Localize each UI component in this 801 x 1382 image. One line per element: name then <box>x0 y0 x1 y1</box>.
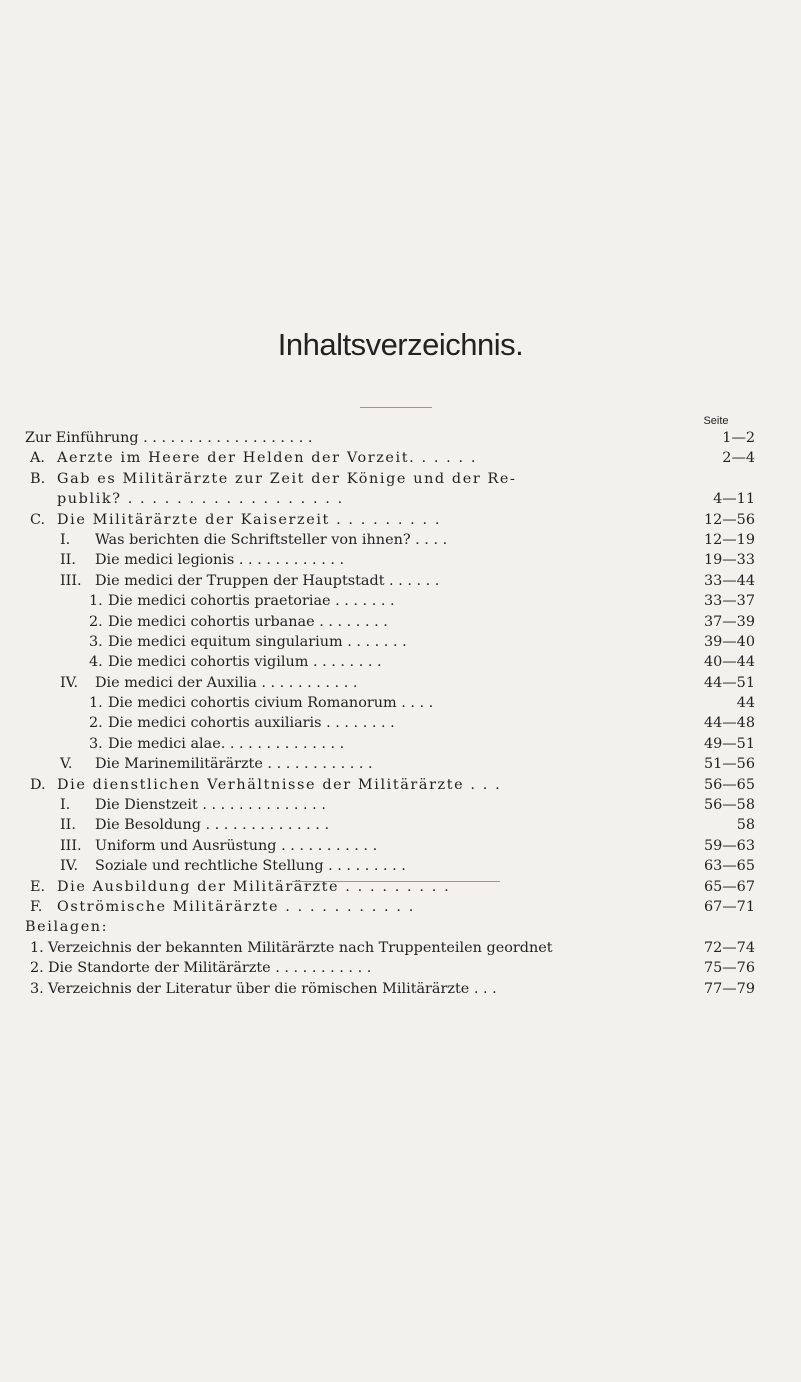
toc-entry-title: Die medici cohortis urbanae . . . . . . . . <box>108 613 388 630</box>
toc-entry-page: 12—56 <box>703 511 755 528</box>
toc-entry-number: C. <box>30 511 46 528</box>
toc-entry <box>25 836 755 856</box>
toc-entry-number: 2. <box>30 960 44 977</box>
toc-entry <box>25 734 755 754</box>
toc-entry-title: Die medici der Auxilia . . . . . . . . . . . <box>95 674 358 691</box>
toc-entry-page: 40—44 <box>703 654 755 671</box>
toc-entry-title: Gab es Militärärzte zur Zeit der Könige und der Re- <box>57 470 517 487</box>
toc-entry-page: 4—11 <box>713 491 755 508</box>
toc-entry-title: Aerzte im Heere der Helden der Vorzeit. . . . . . <box>57 450 478 467</box>
toc-entry-page: 65—67 <box>703 878 755 895</box>
toc-entry-title: Die medici legionis . . . . . . . . . . . . <box>95 552 345 569</box>
toc-entry-title: Die Ausbildung der Militärärzte . . . . . . . . . <box>57 878 451 895</box>
toc-entry-title: Die medici der Truppen der Hauptstadt . . . . . . <box>95 572 440 589</box>
toc-entry <box>25 754 755 774</box>
toc-entry-number: 4. <box>89 654 103 671</box>
toc-entry-page: 77—79 <box>703 980 755 997</box>
toc-entry-title: Oströmische Militärärzte . . . . . . . . . . . <box>57 898 415 915</box>
toc-entry-title: Uniform und Ausrüstung . . . . . . . . . . . <box>95 837 378 854</box>
toc-entry-number: D. <box>30 776 46 793</box>
toc-entry-title: Die dienstlichen Verhältnisse der Militärärzte . . . <box>57 776 502 793</box>
toc-entry-number: B. <box>30 470 46 487</box>
toc-entry-title: Verzeichnis der bekannten Militärärzte nach Truppenteilen geordnet <box>48 939 553 956</box>
toc-entry-page: 44 <box>736 695 755 712</box>
toc-entry-page: 1—2 <box>722 430 755 446</box>
toc-entry <box>25 571 755 591</box>
toc-entry-page: 59—63 <box>703 837 755 854</box>
toc-section-heading <box>25 917 755 937</box>
toc-entry <box>25 958 755 978</box>
toc-entry-page: 56—65 <box>703 776 755 793</box>
toc-entry-page: 12—19 <box>703 531 755 548</box>
toc-entry <box>25 530 755 550</box>
toc-entry-title: Die Besoldung . . . . . . . . . . . . . . <box>95 817 330 834</box>
toc-entry-page: 56—58 <box>703 797 755 814</box>
toc-entry-title: Die medici cohortis vigilum . . . . . . . . <box>108 654 382 671</box>
toc-entry-number: 1. <box>30 939 44 956</box>
toc-entry-title: Zur Einführung . . . . . . . . . . . . . . . . . . . <box>25 430 313 446</box>
toc-entry <box>25 897 755 917</box>
toc-entry <box>25 877 755 897</box>
toc-entry-page: 19—33 <box>703 552 755 569</box>
toc-entry-page: 39—40 <box>703 633 755 650</box>
toc-entry-title: Die medici cohortis auxiliaris . . . . . . . . <box>108 715 395 732</box>
toc-entry-page: 58 <box>736 817 755 834</box>
toc-entry-number: I. <box>60 531 71 548</box>
toc-entry-number: 2. <box>89 715 103 732</box>
toc-entry <box>25 938 755 958</box>
toc-entry-page: 49—51 <box>703 735 755 752</box>
bottom-divider <box>292 881 500 882</box>
toc-entry-number: 1. <box>89 695 103 712</box>
toc-entry-number: II. <box>60 817 76 834</box>
toc-entry <box>25 632 755 652</box>
toc-entry-page: 51—56 <box>703 756 755 773</box>
toc-entry-number: 2. <box>89 613 103 630</box>
beilagen-heading: Beilagen: <box>25 919 109 936</box>
toc-entry <box>25 673 755 693</box>
toc-entry-page: 75—76 <box>703 960 755 977</box>
toc-entry <box>25 713 755 733</box>
toc-entry-page: 63—65 <box>703 858 755 875</box>
toc-entry-title: Soziale und rechtliche Stellung . . . . . . . . . <box>95 858 406 875</box>
toc-entry-title: Die medici cohortis civium Romanorum . . . . <box>108 695 434 712</box>
toc-entry-page: 2—4 <box>722 450 755 467</box>
toc-entry <box>25 612 755 632</box>
toc-entry-page: 33—44 <box>703 572 755 589</box>
toc-entry-page: 44—51 <box>703 674 755 691</box>
toc-entry-number: II. <box>60 552 76 569</box>
toc-entry-title: Was berichten die Schriftsteller von ihnen? . . . . <box>95 531 448 548</box>
toc-entry <box>25 448 755 468</box>
toc-entry <box>25 856 755 876</box>
toc-entry-number: E. <box>30 878 46 895</box>
toc-entry <box>25 979 755 999</box>
toc-entry-number: I. <box>60 797 71 814</box>
toc-entry-title: Die Standorte der Militärärzte . . . . . . . . . . . <box>48 960 372 977</box>
toc-entry-title: Verzeichnis der Literatur über die römischen Militärärzte . . . <box>48 980 497 997</box>
page-column-header: Seite <box>703 415 729 427</box>
toc-entry-number: III. <box>60 572 82 589</box>
toc-entry-number: IV. <box>60 674 79 691</box>
page-title: Inhaltsverzeichnis. <box>277 327 524 362</box>
toc-entry-number: 3. <box>89 735 103 752</box>
toc-entry-number: 3. <box>30 980 44 997</box>
toc-entry-number: III. <box>60 837 82 854</box>
toc-entry <box>25 652 755 672</box>
toc-entry <box>25 591 755 611</box>
toc-entry-title: Die medici equitum singularium . . . . . . . <box>108 633 407 650</box>
toc-entry-title: publik? . . . . . . . . . . . . . . . . . . <box>57 491 344 508</box>
toc-entry-number: F. <box>30 898 43 915</box>
title-divider <box>360 407 432 408</box>
table-of-contents <box>25 428 755 999</box>
toc-entry <box>25 693 755 713</box>
toc-entry-title: Die Militärärzte der Kaiserzeit . . . . . . . . . <box>57 511 442 528</box>
toc-entry-page: 37—39 <box>703 613 755 630</box>
toc-entry-number: IV. <box>60 858 79 875</box>
toc-entry-number: A. <box>30 450 45 467</box>
toc-entry <box>25 489 755 509</box>
toc-entry <box>25 550 755 570</box>
toc-entry-title: Die Dienstzeit . . . . . . . . . . . . . . <box>95 797 326 814</box>
toc-entry-title: Die medici cohortis praetoriae . . . . . . . <box>108 593 395 610</box>
toc-entry <box>25 775 755 795</box>
toc-entry-page: 67—71 <box>703 898 755 915</box>
toc-entry-number: 3. <box>89 633 103 650</box>
toc-entry <box>25 795 755 815</box>
toc-entry-page: 72—74 <box>703 939 755 956</box>
toc-entry-page: 44—48 <box>703 715 755 732</box>
toc-entry <box>25 428 755 448</box>
toc-entry-page: 33—37 <box>703 593 755 610</box>
toc-entry <box>25 815 755 835</box>
toc-entry-number: V. <box>60 756 73 773</box>
toc-entry-title: Die Marinemilitärärzte . . . . . . . . . . . . <box>95 756 373 773</box>
toc-entry <box>25 469 755 489</box>
toc-entry-title: Die medici alae. . . . . . . . . . . . . . <box>108 735 345 752</box>
toc-entry-number: 1. <box>89 593 103 610</box>
toc-entry <box>25 510 755 530</box>
